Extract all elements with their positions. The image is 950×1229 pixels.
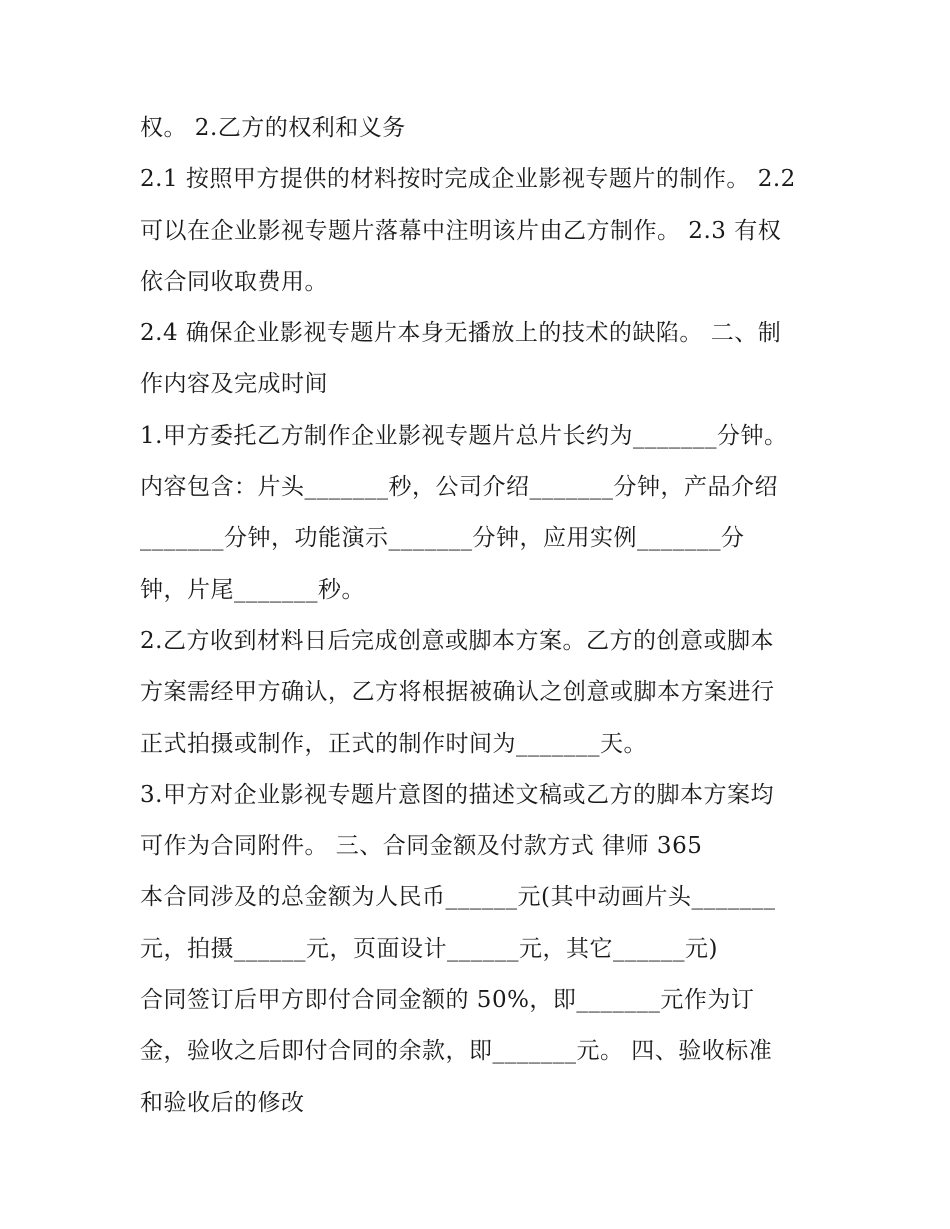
text-line: 可以在企业影视专题片落幕中注明该片由乙方制作。 2.3 有权 (140, 217, 782, 244)
text-line: 依合同收取费用。 (140, 268, 328, 295)
text-line: 本合同涉及的总金额为人民币______元(其中动画片头_______ (140, 884, 776, 911)
text-line: 元，拍摄______元，页面设计______元，其它______元) (140, 935, 718, 962)
text-line: 2.4 确保企业影视专题片本身无播放上的技术的缺陷。 二、制 (140, 320, 782, 347)
text-line: 3.甲方对企业影视专题片意图的描述文稿或乙方的脚本方案均 (140, 781, 774, 808)
text-line: 2.1 按照甲方提供的材料按时完成企业影视专题片的制作。 2.2 (140, 166, 796, 193)
text-line: 作内容及完成时间 (140, 371, 328, 398)
text-line: 钟，片尾_______秒。 (140, 576, 365, 603)
contract-text-body (140, 103, 840, 1129)
text-line: 方案需经甲方确认，乙方将根据被确认之创意或脚本方案进行 (140, 679, 775, 706)
text-line: 2.乙方收到材料日后完成创意或脚本方案。乙方的创意或脚本 (140, 627, 774, 654)
text-line: 金，验收之后即付合同的余款，即_______元。 四、验收标准 (140, 1038, 773, 1065)
text-line: 1.甲方委托乙方制作企业影视专题片总片长约为_______分钟。 (140, 422, 788, 449)
text-line: 权。 2.乙方的权利和义务 (140, 115, 406, 141)
text-line: 和验收后的修改 (140, 1089, 305, 1116)
text-line: 正式拍摄或制作，正式的制作时间为_______天。 (140, 730, 647, 757)
text-line: 合同签订后甲方即付合同金额的 50%，即_______元作为订 (140, 987, 755, 1014)
text-line: _______分钟，功能演示_______分钟，应用实例_______分 (140, 525, 745, 552)
text-line: 内容包含：片头_______秒，公司介绍_______分钟，产品介绍 (140, 474, 778, 501)
text-line: 可作为合同附件。 三、合同金额及付款方式 律师 365 (140, 833, 703, 860)
